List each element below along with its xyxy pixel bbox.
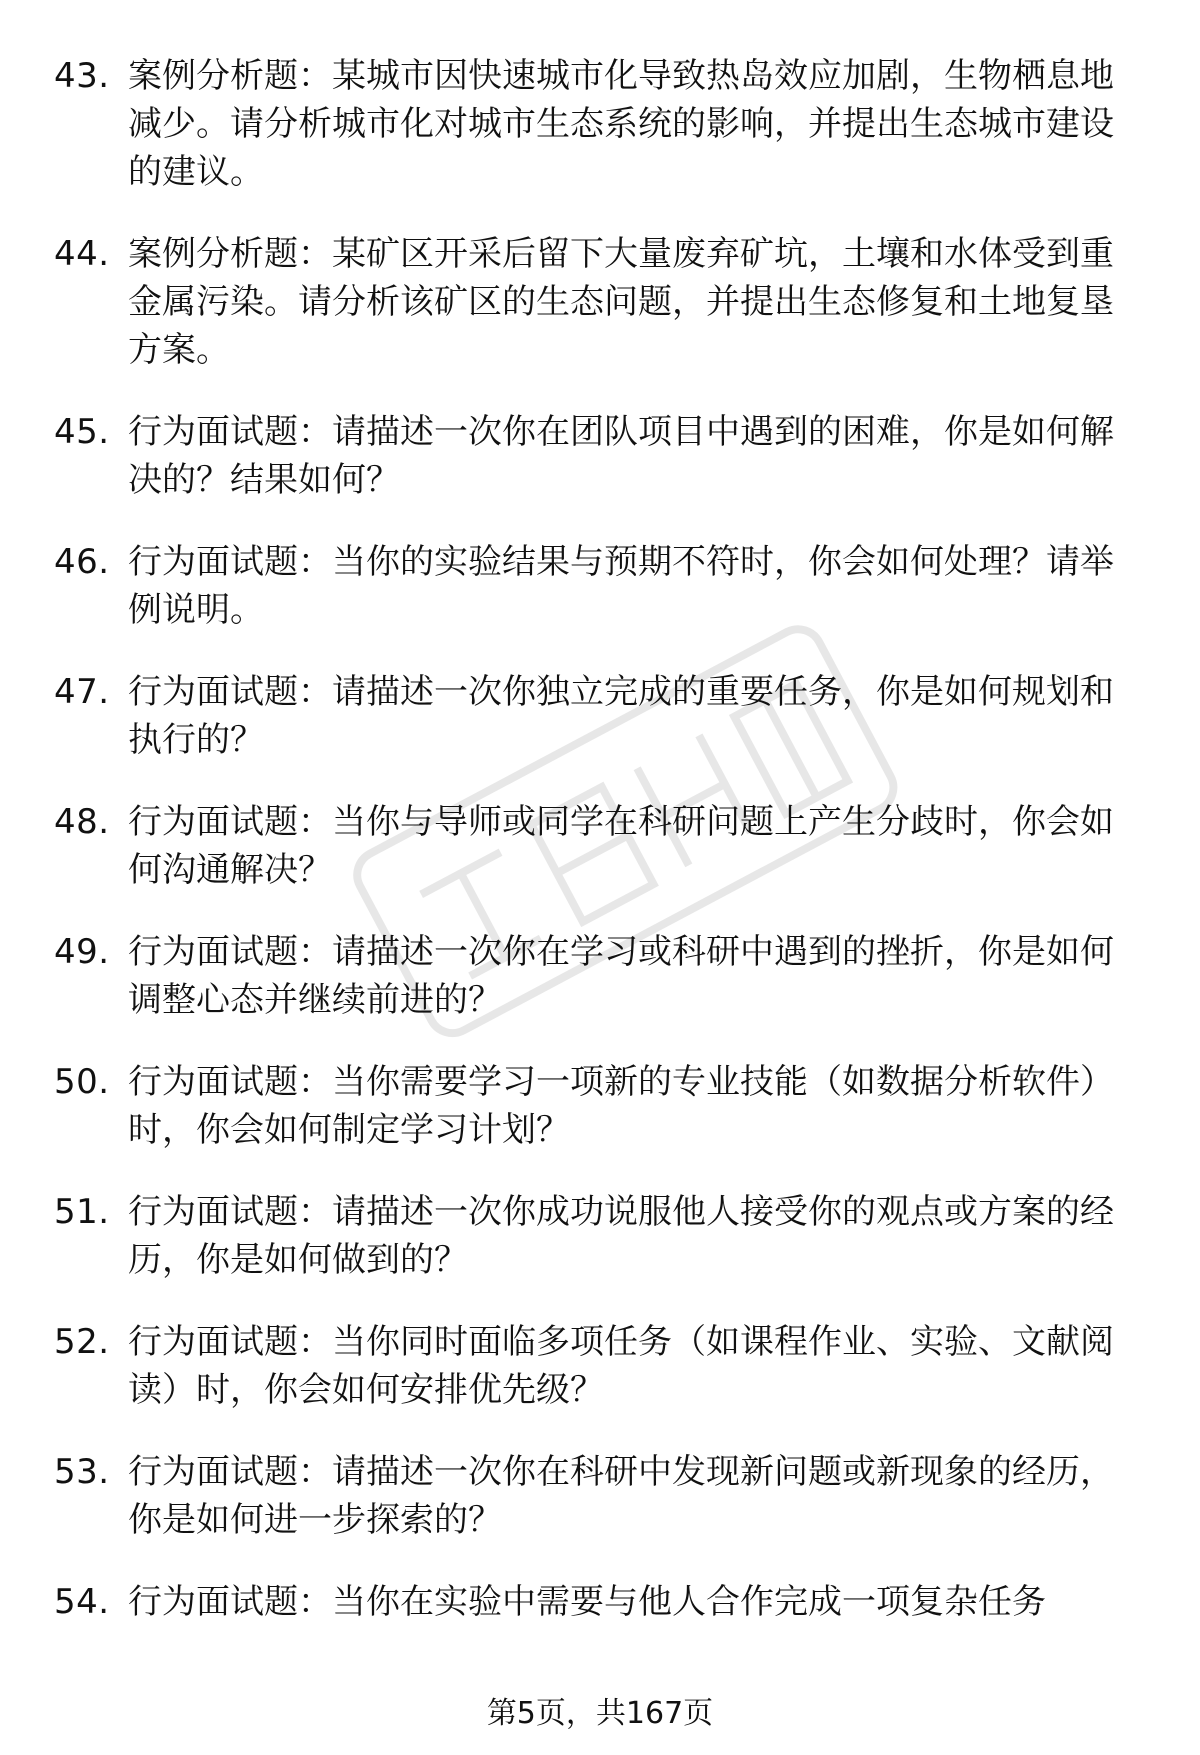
question-number: 48. xyxy=(54,802,110,842)
question-text: 行为面试题：请描述一次你在学习或科研中遇到的挫折，你是如何调整心态并继续前进的？ xyxy=(128,932,1114,1020)
question-number: 53. xyxy=(54,1452,110,1492)
question-item xyxy=(54,538,1140,634)
question-number: 46. xyxy=(54,542,110,582)
question-number: 45. xyxy=(54,412,110,452)
question-item xyxy=(54,1448,1140,1544)
question-number: 51. xyxy=(54,1192,110,1232)
question-item xyxy=(54,1188,1140,1284)
question-text: 行为面试题：当你同时面临多项任务（如课程作业、实验、文献阅读）时，你会如何安排优先级？ xyxy=(128,1322,1114,1410)
page-number-footer: 第5页，共167页 xyxy=(486,1696,714,1731)
question-item xyxy=(54,408,1140,504)
question-list xyxy=(54,52,1140,1626)
question-item xyxy=(54,1578,1140,1626)
question-item xyxy=(54,928,1140,1024)
question-number: 44. xyxy=(54,234,110,274)
question-item xyxy=(54,1318,1140,1414)
question-item xyxy=(54,668,1140,764)
question-item xyxy=(54,798,1140,894)
question-number: 49. xyxy=(54,932,110,972)
question-text: 行为面试题：请描述一次你在团队项目中遇到的困难，你是如何解决的？结果如何？ xyxy=(128,412,1114,500)
question-text: 案例分析题：某城市因快速城市化导致热岛效应加剧，生物栖息地减少。请分析城市化对城市生态系统的影响，并提出生态城市建设的建议。 xyxy=(128,56,1114,192)
question-number: 54. xyxy=(54,1582,110,1622)
question-text: 行为面试题：请描述一次你独立完成的重要任务，你是如何规划和执行的？ xyxy=(128,672,1114,760)
question-text: 案例分析题：某矿区开采后留下大量废弃矿坑，土壤和水体受到重金属污染。请分析该矿区的生态问题，并提出生态修复和土地复垦方案。 xyxy=(128,234,1114,370)
question-number: 43. xyxy=(54,56,110,96)
question-text: 行为面试题：请描述一次你成功说服他人接受你的观点或方案的经历，你是如何做到的？ xyxy=(128,1192,1114,1280)
question-text: 行为面试题：当你与导师或同学在科研问题上产生分歧时，你会如何沟通解决？ xyxy=(128,802,1114,890)
question-text: 行为面试题：请描述一次你在科研中发现新问题或新现象的经历，你是如何进一步探索的？ xyxy=(128,1452,1114,1540)
question-number: 50. xyxy=(54,1062,110,1102)
question-text: 行为面试题：当你的实验结果与预期不符时，你会如何处理？请举例说明。 xyxy=(128,542,1114,630)
question-number: 47. xyxy=(54,672,110,712)
question-item xyxy=(54,1058,1140,1154)
question-text: 行为面试题：当你在实验中需要与他人合作完成一项复杂任务 xyxy=(128,1582,1046,1622)
question-item xyxy=(54,52,1140,196)
question-text: 行为面试题：当你需要学习一项新的专业技能（如数据分析软件）时，你会如何制定学习计划？ xyxy=(128,1062,1114,1150)
question-number: 52. xyxy=(54,1322,110,1362)
question-item xyxy=(54,230,1140,374)
